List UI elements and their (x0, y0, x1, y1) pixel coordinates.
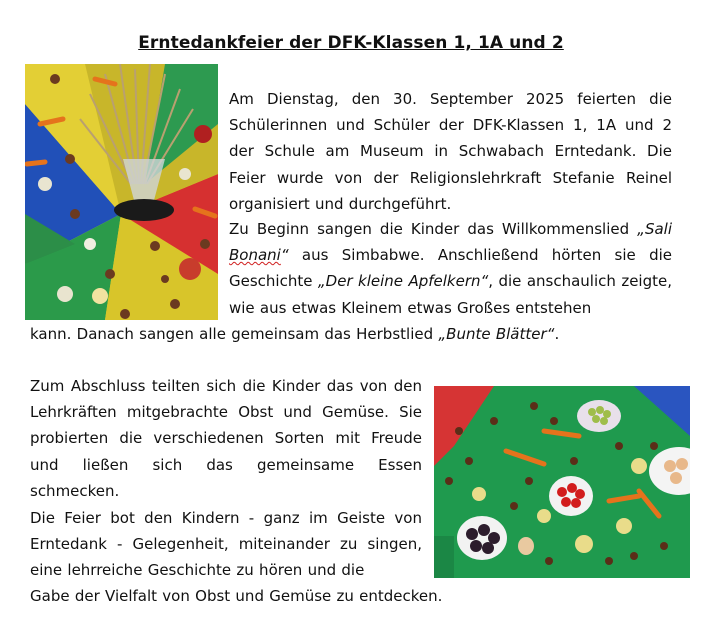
story-title: „Der kleine Apfelkern“ (317, 272, 489, 291)
paragraph-songs (229, 216, 672, 321)
paragraph-sharing: Zum Abschluss teilten sich die Kinder das von den Lehrkräften mitgebrachte Obst und Gemüse. Sie probierten die verschiedenen Sorten mit Freude und ließen sich das gemeinsame Essen schmecken. (30, 377, 422, 500)
paragraph-songs-part2: aus Simbabwe. Anschließend hörten sie die Geschichte (229, 246, 672, 291)
song-title-bunte-blaetter: „Bunte Blätter“ (438, 325, 555, 343)
paragraph-songs-part1: Zu Beginn sangen die Kinder das Willkommenslied (229, 220, 638, 238)
paragraph-intro: Am Dienstag, den 30. September 2025 feierten die Schülerinnen und Schüler der DFK-Klassen 1, 1A und 2 der Schule am Museum in Schwabach Erntedank. Die Feier wurde von der Religionslehrkraft Stefanie Reinel organisiert und durchgeführt. (229, 90, 672, 213)
fruit-bowls-photo (434, 386, 690, 578)
harvest-vase-photo (25, 64, 218, 320)
paragraph-songs-continued (30, 321, 680, 347)
song-title-quote: “ (280, 246, 289, 265)
page-title: Erntedankfeier der DFK-Klassen 1, 1A und 2 (138, 33, 564, 53)
song-title-sali: „Sali (637, 220, 672, 238)
paragraph-conclusion: Die Feier bot den Kindern - ganz im Geiste von Erntedank - Gelegenheit, miteinander zu singen, eine lehrreiche Geschichte zu hören und die (30, 509, 422, 580)
paragraph-songs-part4: kann. Danach sangen alle gemeinsam das Herbstlied (30, 325, 439, 343)
paragraph-songs-part3: , die anschaulich zeigte, wie aus etwas Kleinem etwas Großes entstehen (229, 272, 672, 317)
paragraph-songs-part5: . (554, 325, 560, 343)
paragraph-conclusion-end: Gabe der Vielfalt von Obst und Gemüse zu entdecken. (30, 587, 443, 605)
song-title-bonani: Bonani (229, 246, 281, 265)
